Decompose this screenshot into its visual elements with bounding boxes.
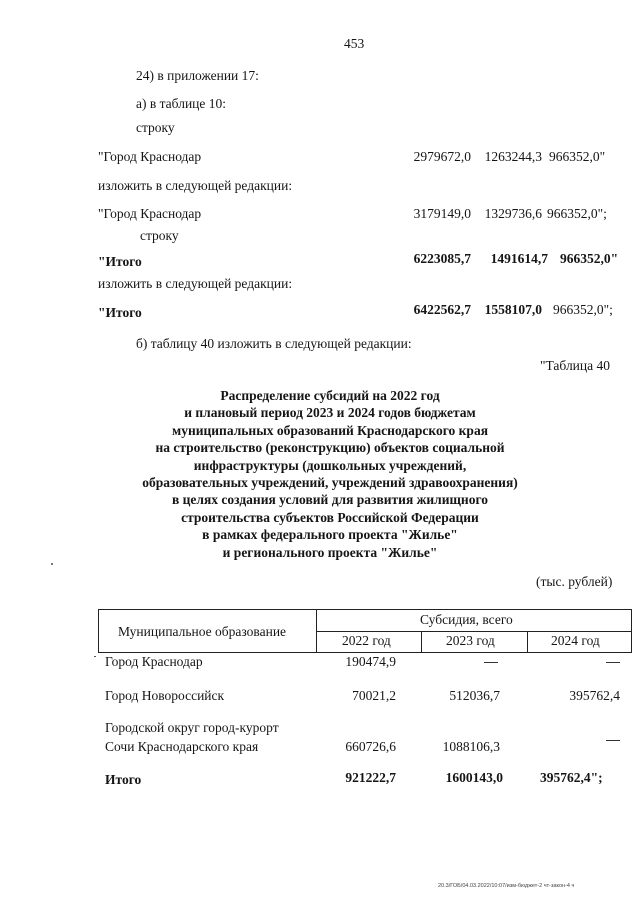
row1-v1: 2979672,0 [413,149,471,164]
header-mid-rule [316,631,632,632]
title-line: Распределение субсидий на 2022 год [220,388,440,403]
row2-v1: 3179149,0 [413,206,471,221]
row2-v3: 966352,0"; [547,206,607,221]
row4-v3: 966352,0"; [553,302,613,317]
page-number: 453 [344,36,365,51]
header-left-border [98,609,99,652]
dash-2024 [606,732,620,748]
header-year-2024: 2024 год [551,633,600,648]
total-2024: 395762,4"; [540,770,603,785]
title-line: строительства субъектов Российской Федерации [181,509,479,525]
header-year-2022: 2022 год [342,633,391,648]
value-2023: 1088106,3 [442,739,500,754]
municipality-name: Город Новороссийск [105,688,225,703]
value-2024: 395762,4 [569,688,620,703]
value-2023: 512036,7 [449,688,500,703]
municipality-name-line2: Сочи Краснодарского края [105,739,259,754]
title-line: и регионального проекта "Жилье" [222,544,438,560]
item-b: б) таблицу 40 изложить в следующей редакции: [136,336,412,351]
dash-2023 [484,654,498,670]
year-divider [421,631,422,652]
row3-v2: 1491614,7 [490,251,548,266]
edit-phrase: изложить в следующей редакции: [98,178,293,193]
edit-phrase-2: изложить в следующей редакции: [98,276,293,291]
year-divider [527,631,528,652]
header-right-border [631,609,632,652]
item-a: а) в таблице 10: [136,96,227,111]
row-word-2: строку [140,228,179,243]
row3-name: "Итого [98,254,142,269]
row4-v2: 1558107,0 [484,302,542,317]
title-line: в рамках федерального проекта "Жилье" [202,527,458,543]
title-line: и плановый период 2023 и 2024 годов бюджетам [184,405,476,421]
row1-v2: 1263244,3 [484,149,542,164]
title-line: муниципальных образований Краснодарского края [172,422,488,438]
scan-mark [51,563,53,565]
row4-name: "Итого [98,305,142,320]
row1-v3: 966352,0" [549,149,606,164]
municipality-name-line1: Городской округ город-курорт [105,720,279,735]
header-year-2023: 2023 год [446,633,495,648]
total-2022: 921222,7 [345,770,396,785]
row4-v1: 6422562,7 [413,302,471,317]
header-divider [316,609,317,652]
row1-name: "Город Краснодар [98,149,202,164]
row-word: строку [136,120,175,135]
item-24: 24) в приложении 17: [136,68,259,83]
row2-name: "Город Краснодар [98,206,202,221]
municipality-name: Город Краснодар [105,654,203,669]
table-label: "Таблица 40 [540,358,610,373]
title-line: на строительство (реконструкцию) объектов социальной [155,440,505,456]
document-footer: 20.3/ГОБ/04.03.2022/10:07/изм-бюджет-2 чт-закон-4 ч [438,883,575,889]
header-subsidy: Субсидия, всего [420,612,513,627]
row3-v3: 966352,0" [560,251,619,266]
header-bottom-rule [98,652,632,653]
header-top-rule [98,609,632,610]
total-label: Итого [105,772,142,787]
title-line: в целях создания условий для развития жилищного [171,492,489,508]
dash-2024 [606,654,620,670]
scan-mark [94,656,96,657]
total-2023: 1600143,0 [445,770,503,785]
value-2022: 190474,9 [345,654,396,669]
table-title [120,387,540,561]
title-line: инфраструктуры (дошкольных учреждений, [193,457,467,473]
title-line: образовательных учреждений, учреждений здравоохранения) [142,475,518,491]
units-label: (тыс. рублей) [536,574,613,589]
row3-v1: 6223085,7 [413,251,471,266]
value-2022: 70021,2 [352,688,396,703]
header-municipality: Муниципальное образование [118,624,287,639]
value-2022: 660726,6 [345,739,396,754]
row2-v2: 1329736,6 [484,206,542,221]
